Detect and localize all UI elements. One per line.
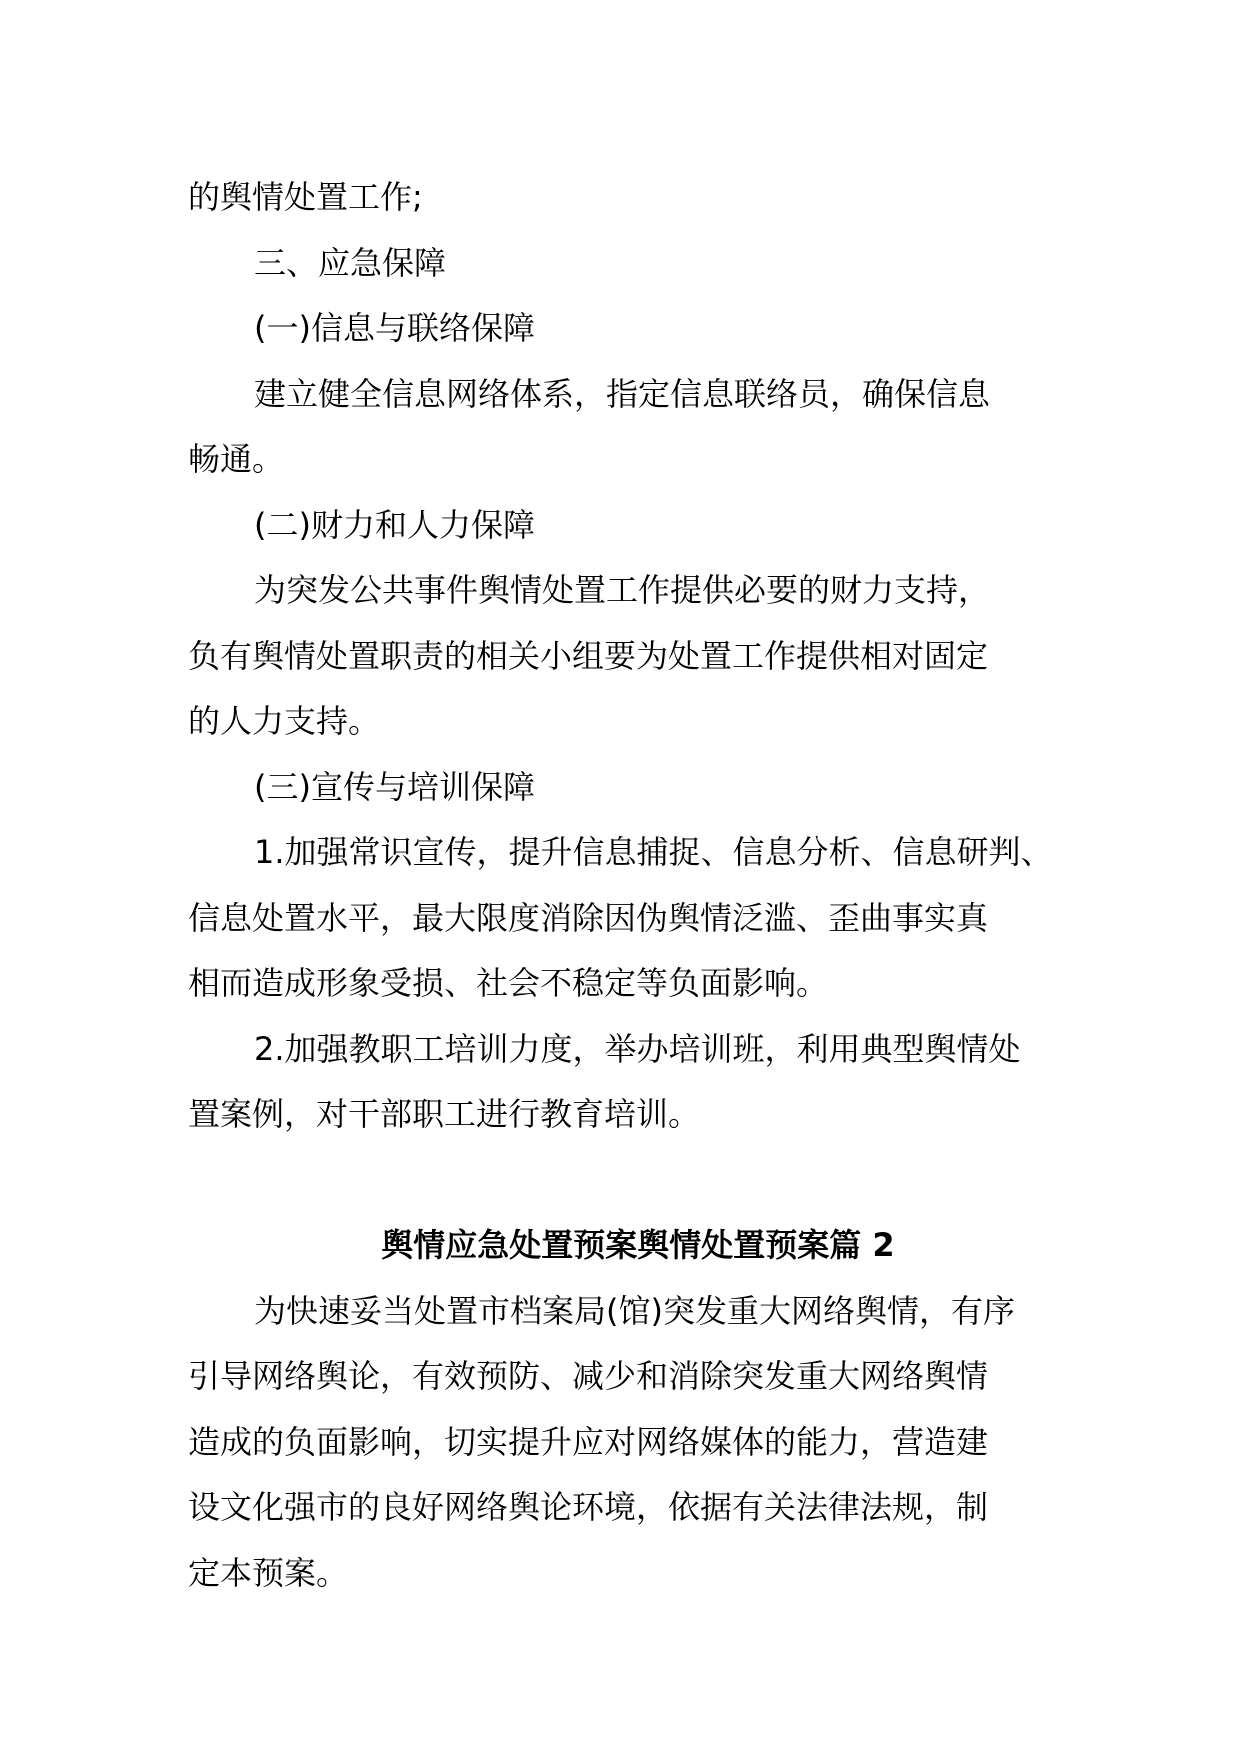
blank-line [188, 1148, 1068, 1214]
text-line: 负有舆情处置职责的相关小组要为处置工作提供相对固定 [188, 636, 989, 675]
text-line: 相而造成形象受损、社会不稳定等负面影响。 [188, 964, 829, 1002]
text-line: 的人力支持。 [188, 702, 381, 740]
subsection-heading-publicity-training: (三)宣传与培训保障 [254, 767, 535, 806]
document-page [188, 165, 1068, 1606]
text-line: 设文化强市的良好网络舆论环境，依据有关法律法规，制 [188, 1488, 989, 1526]
subsection-heading-finance-manpower: (二)财力和人力保障 [254, 505, 535, 544]
text-line: 为快速妥当处置市档案局(馆)突发重大网络舆情，有序 [254, 1291, 1015, 1330]
article-heading: 舆情应急处置预案舆情处置预案篇 2 [381, 1226, 895, 1264]
text-line: 的舆情处置工作; [188, 178, 423, 216]
section-heading-emergency-support: 三、应急保障 [254, 243, 447, 282]
text-line: 造成的负面影响，切实提升应对网络媒体的能力，营造建 [188, 1422, 989, 1461]
text-line: 定本预案。 [188, 1553, 349, 1592]
text-line: 信息处置水平，最大限度消除因伪舆情泛滥、歪曲事实真 [188, 898, 989, 937]
text-line: 建立健全信息网络体系，指定信息联络员，确保信息 [254, 374, 991, 413]
text-line: 引导网络舆论，有效预防、减少和消除突发重大网络舆情 [188, 1357, 989, 1395]
text-line: 为突发公共事件舆情处置工作提供必要的财力支持， [254, 571, 991, 609]
text-line: 畅通。 [188, 440, 285, 478]
text-line: 2.加强教职工培训力度，举办培训班，利用典型舆情处 [254, 1029, 1021, 1068]
subsection-heading-info-liaison: (一)信息与联络保障 [254, 309, 535, 347]
text-line: 置案例，对干部职工进行教育培训。 [188, 1095, 701, 1133]
text-line: 1.加强常识宣传，提升信息捕捉、信息分析、信息研判、 [254, 833, 1053, 871]
